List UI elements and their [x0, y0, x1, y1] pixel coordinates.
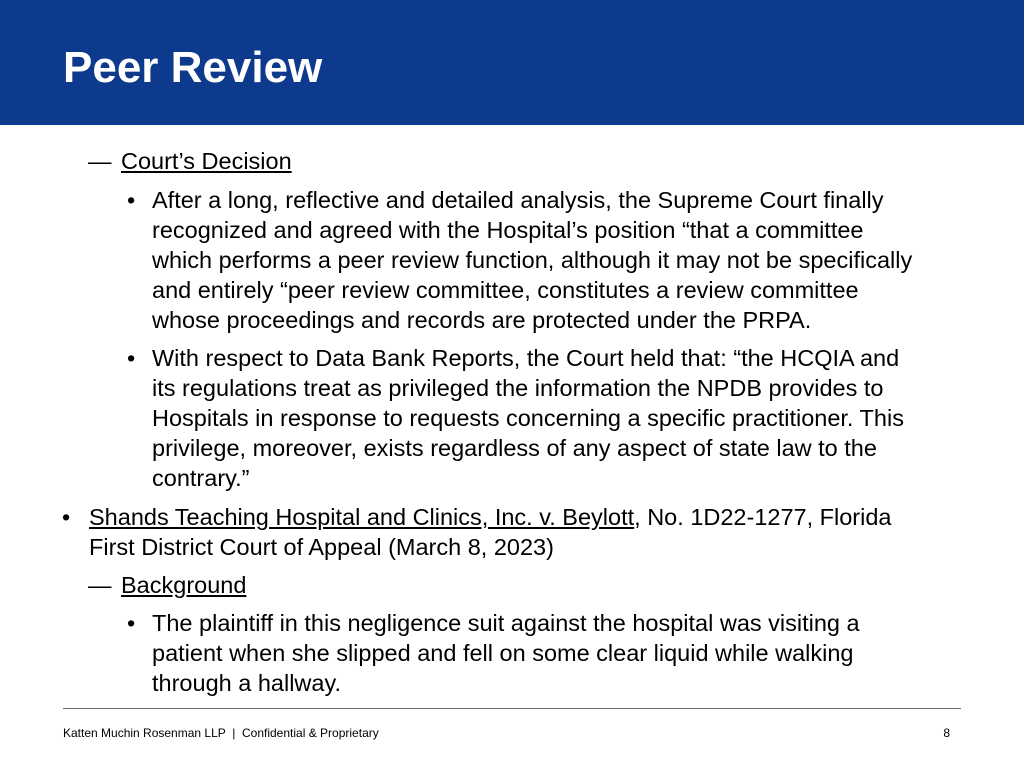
- bullet-text-line: privilege, moreover, exists regardless of any aspect of state law to the: [152, 435, 877, 461]
- case-name: Shands Teaching Hospital and Clinics, Inc. v. Beylott: [89, 504, 635, 530]
- bullet-text-line: through a hallway.: [152, 670, 341, 696]
- case-citation-line-2: First District Court of Appeal (March 8, 2023): [89, 534, 554, 560]
- bullet-text-line: The plaintiff in this negligence suit against the hospital was visiting a: [152, 610, 860, 636]
- bullet-text-line: which performs a peer review function, although it may not be specifically: [152, 247, 913, 273]
- dash-marker: —: [88, 148, 112, 174]
- bullet-marker: •: [127, 345, 136, 371]
- bullet-marker: •: [127, 610, 136, 636]
- footer-text: Katten Muchin Rosenman LLP | Confidential & Proprietary: [63, 726, 379, 740]
- dash-marker: —: [88, 572, 112, 598]
- bullet-marker: •: [127, 187, 136, 213]
- bullet-marker: •: [62, 504, 71, 530]
- bullet-text-line: recognized and agreed with the Hospital’s position “that a committee: [152, 217, 864, 243]
- bullet-text-line: whose proceedings and records are protected under the PRPA.: [152, 307, 812, 333]
- bullet-text-line: With respect to Data Bank Reports, the Court held that: “the HCQIA and: [152, 345, 900, 371]
- section-heading-background: Background: [121, 572, 247, 598]
- bullet-text-line: After a long, reflective and detailed analysis, the Supreme Court finally: [152, 187, 884, 213]
- bullet-text-line: Hospitals in response to requests concerning a specific practitioner. This: [152, 405, 904, 431]
- bullet-text-line: and entirely “peer review committee, constitutes a review committee: [152, 277, 859, 303]
- case-citation-rest: , No. 1D22-1277, Florida: [634, 504, 892, 530]
- bullet-text-line: its regulations treat as privileged the information the NPDB provides to: [152, 375, 884, 401]
- slide-title: Peer Review: [63, 43, 323, 92]
- bullet-text-line: contrary.”: [152, 465, 250, 491]
- case-citation-line: [89, 502, 892, 532]
- page-number: 8: [943, 726, 950, 740]
- header-banner: [0, 0, 1024, 125]
- footer-divider: [63, 708, 961, 709]
- bullet-text-line: patient when she slipped and fell on some clear liquid while walking: [152, 640, 854, 666]
- section-heading-courts-decision: Court’s Decision: [121, 148, 292, 174]
